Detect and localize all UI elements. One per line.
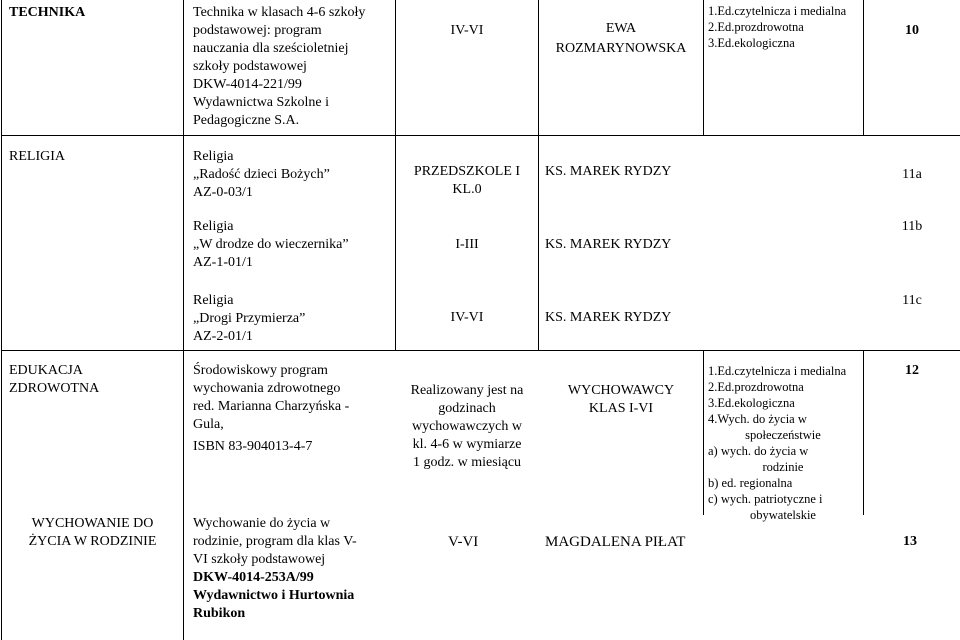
- classes-religia-11c: IV-VI: [450, 310, 484, 325]
- paths-edukacja-zdrowotna: [704, 363, 862, 523]
- classes-edukacja-zdrowotna: [396, 382, 538, 472]
- program-line: szkoły podstawowej: [193, 59, 307, 74]
- subject-line: WYCHOWANIE DO: [31, 516, 154, 531]
- program-line: wychowania zdrowotnego: [193, 381, 341, 396]
- teacher-line: WYCHOWAWCY: [567, 383, 675, 398]
- class-line: Realizowany jest na: [410, 383, 524, 398]
- number-11b: 11b: [901, 219, 923, 234]
- subject-wychowanie-do-zycia: [2, 515, 183, 551]
- paths-technika: [708, 3, 846, 51]
- path-line: c) wych. patriotyczne i: [708, 492, 823, 506]
- number-13: 13: [903, 534, 917, 549]
- program-line: red. Marianna Charzyńska -: [193, 399, 350, 414]
- program-line: Religia: [193, 293, 234, 308]
- number-12: 12: [905, 363, 919, 378]
- program-line: „Radość dzieci Bożych”: [193, 167, 330, 182]
- program-line: nauczania dla sześcioletniej: [193, 41, 349, 56]
- subject-line: EDUKACJA: [9, 363, 83, 378]
- teacher-edukacja-zdrowotna: [539, 382, 703, 418]
- grid-line: [183, 0, 184, 640]
- program-religia-11b: [193, 218, 349, 272]
- classes-religia-11a: [396, 163, 538, 199]
- program-line: AZ-0-03/1: [193, 185, 253, 200]
- grid-line: [703, 0, 704, 135]
- teacher-religia-11a: KS. MAREK RYDZY: [545, 164, 672, 179]
- program-line: „Drogi Przymierza”: [193, 311, 306, 326]
- program-line: DKW-4014-253A/99: [193, 570, 314, 585]
- grid-line: [1, 135, 960, 136]
- path-line: 3.Ed.ekologiczna: [708, 396, 795, 410]
- teacher-religia-11b: KS. MAREK RYDZY: [545, 237, 672, 252]
- program-line: ISBN 83-904013-4-7: [193, 439, 313, 454]
- program-line: Wydawnictwo i Hurtownia: [193, 588, 355, 603]
- program-line: Rubikon: [193, 606, 246, 621]
- class-line: 1 godz. w miesiącu: [412, 455, 522, 470]
- program-line: podstawowej: program: [193, 23, 322, 38]
- path-line: 2.Ed.prozdrowotna: [708, 380, 804, 394]
- path-line: 3.Ed.ekologiczna: [708, 36, 795, 50]
- teacher-wychowanie-do-zycia: MAGDALENA PIŁAT: [545, 534, 686, 550]
- program-edukacja-zdrowotna: [193, 362, 349, 456]
- number-10: 10: [905, 23, 919, 38]
- teacher-line: KLAS I-VI: [588, 401, 654, 416]
- class-line: wychowawczych w: [411, 419, 522, 434]
- subject-religia: RELIGIA: [9, 149, 65, 164]
- program-line: Religia: [193, 149, 234, 164]
- classes-religia-11b: I-III: [455, 237, 479, 252]
- program-line: AZ-2-01/1: [193, 329, 253, 344]
- class-line: kl. 4-6 w wymiarze: [412, 437, 522, 452]
- number-11c: 11c: [902, 293, 922, 308]
- path-line: obywatelskie: [750, 508, 816, 522]
- class-line: godzinach: [438, 401, 496, 416]
- program-line: Gula,: [193, 417, 224, 432]
- number-11a: 11a: [902, 167, 922, 182]
- program-line: DKW-4014-221/99: [193, 77, 302, 92]
- program-line: VI szkoły podstawowej: [193, 552, 326, 567]
- program-line: Wydawnictwa Szkolne i: [193, 95, 330, 110]
- program-line: Wychowanie do życia w: [193, 516, 331, 531]
- program-religia-11c: [193, 292, 305, 346]
- path-line: społeczeństwie: [745, 428, 821, 442]
- program-line: AZ-1-01/1: [193, 255, 253, 270]
- program-line: Technika w klasach 4-6 szkoły: [193, 5, 366, 20]
- program-religia-11a: [184, 148, 395, 202]
- path-line: 1.Ed.czytelnicza i medialna: [708, 4, 847, 18]
- teacher-religia-11c: KS. MAREK RYDZY: [545, 310, 672, 325]
- program-line: rodzinie, program dla klas V-: [193, 534, 357, 549]
- program-line: Środowiskowy program: [193, 363, 328, 378]
- subject-edukacja-zdrowotna: [9, 362, 99, 398]
- class-line: PRZEDSZKOLE I: [413, 164, 521, 179]
- path-line: 1.Ed.czytelnicza i medialna: [708, 364, 847, 378]
- classes-technika: IV-VI: [450, 23, 484, 38]
- program-wychowanie-do-zycia: [193, 515, 357, 623]
- path-line: a) wych. do życia w: [708, 444, 809, 458]
- classes-wychowanie-do-zycia: V-VI: [448, 534, 479, 550]
- subject-technika: TECHNIKA: [9, 5, 86, 20]
- path-line: b) ed. regionalna: [708, 476, 793, 490]
- path-line: rodzinie: [762, 460, 804, 474]
- program-technika: [193, 4, 365, 130]
- teacher-line: EWA: [605, 21, 637, 36]
- grid-line: [863, 0, 864, 135]
- grid-line: [1, 350, 960, 351]
- path-line: 2.Ed.prozdrowotna: [708, 20, 804, 34]
- subject-line: ŻYCIA W RODZINIE: [28, 534, 157, 549]
- program-line: Pedagogiczne S.A.: [193, 113, 300, 128]
- class-line: KL.0: [452, 182, 482, 197]
- program-line: Religia: [193, 219, 234, 234]
- teacher-line: ROZMARYNOWSKA: [555, 41, 687, 56]
- path-line: 4.Wych. do życia w: [708, 412, 807, 426]
- teacher-technika: [539, 20, 703, 58]
- subject-line: ZDROWOTNA: [9, 381, 100, 396]
- program-line: „W drodze do wieczernika”: [193, 237, 349, 252]
